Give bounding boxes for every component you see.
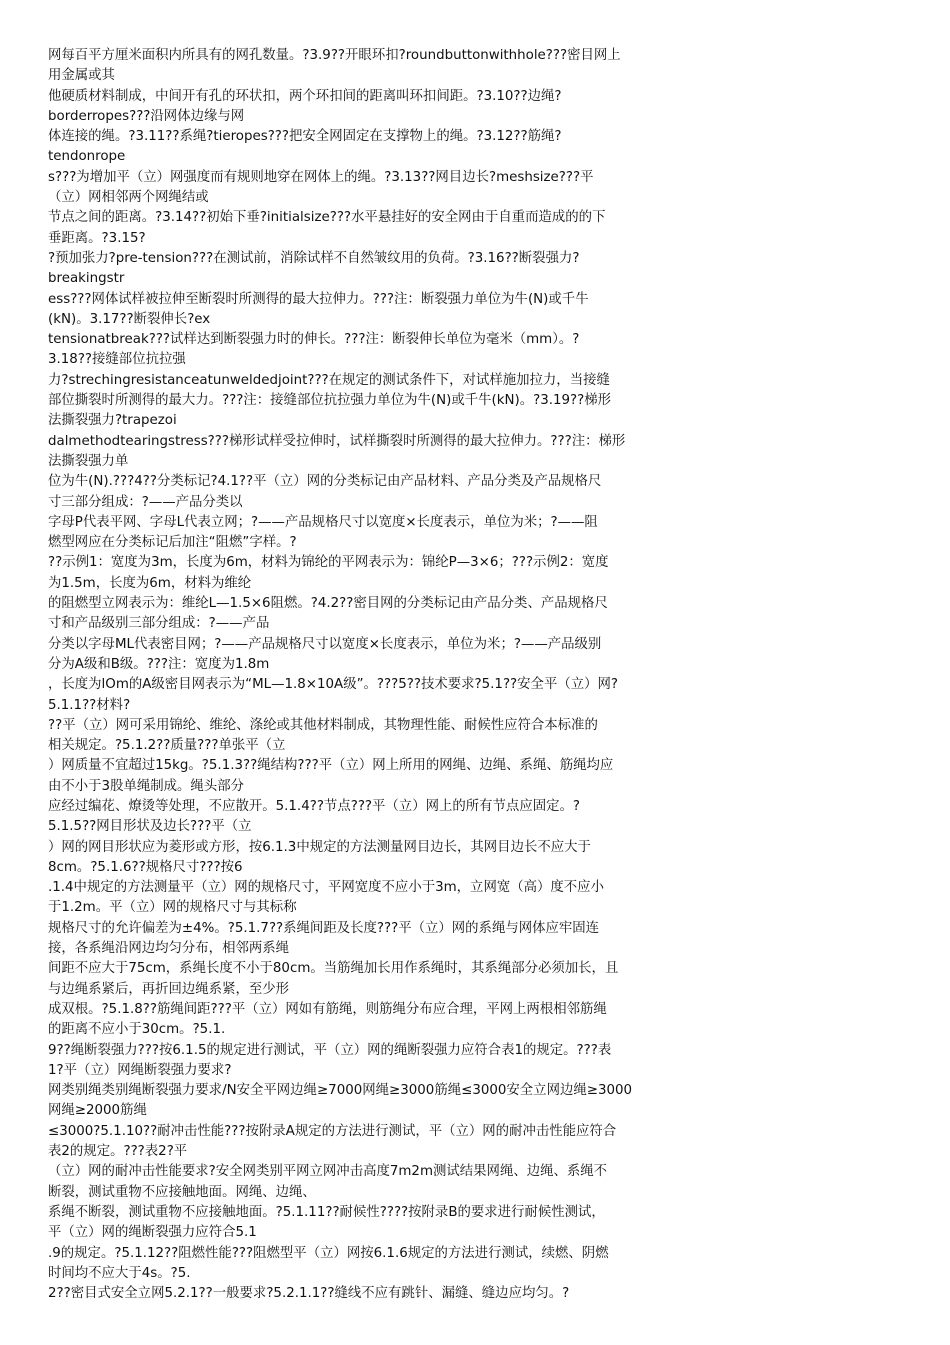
text-line: 系绳不断裂，测试重物不应接触地面。?5.1.11??耐候性????按附录B的要求进行耐候性测试，	[48, 1204, 605, 1220]
text-line: tensionatbreak???试样达到断裂强力时的伸长。???注：断裂伸长单位为毫米（mm）。?	[48, 332, 580, 348]
text-line: ≤3000?5.1.10??耐冲击性能???按附录A规定的方法进行测试，平（立）网的耐冲击性能应符合	[48, 1123, 617, 1139]
text-line: 与边绳系紧后，再折回边绳系紧，至少形	[48, 981, 290, 997]
document-body	[48, 46, 698, 1304]
text-line: 寸和产品级别三部分组成：?——产品	[48, 616, 270, 632]
text-line: 节点之间的距离。?3.14??初始下垂?initialsize???水平悬挂好的安全网由于自重而造成的的下	[48, 210, 606, 226]
text-line: (kN)。3.17??断裂伸长?ex	[48, 311, 211, 327]
text-line: 寸三部分组成：?——产品分类以	[48, 494, 243, 510]
text-line: 体连接的绳。?3.11??系绳?tieropes???把安全网固定在支撑物上的绳。?3.12??筋绳?	[48, 129, 562, 145]
text-line: 接，各系绳沿网边均匀分布，相邻两系绳	[48, 941, 290, 957]
text-line: ?预加张力?pre-tension???在测试前，消除试样不自然皱纹用的负荷。?3.16??断裂强力?	[48, 250, 580, 266]
text-line: dalmethodtearingstress???梯形试样受拉伸时，试样撕裂时所测得的最大拉伸力。???注：梯形	[48, 433, 626, 449]
text-line: 的距离不应小于30cm。?5.1.	[48, 1022, 226, 1038]
text-line: 5.1.5??网目形状及边长???平（立	[48, 819, 252, 835]
text-line: 8cm。?5.1.6??规格尺寸???按6	[48, 859, 243, 875]
text-line: 网类别绳类别绳断裂强力要求/N安全平网边绳≥7000网绳≥3000筋绳≤3000安全立网边绳≥3000	[48, 1083, 633, 1099]
text-line: 垂距离。?3.15?	[48, 230, 146, 246]
text-line: tendonrope	[48, 149, 126, 165]
text-line: ，长度为lOm的A级密目网表示为“ML—1.8×10A级”。???5??技术要求?5.1??安全平（立）网?	[48, 677, 619, 693]
text-line: ）网的网目形状应为菱形或方形，按6.1.3中规定的方法测量网目边长，其网目边长不应大于	[48, 839, 591, 855]
text-line: 为1.5m，长度为6m，材料为维纶	[48, 575, 252, 591]
text-line: （立）网相邻两个网绳结或	[48, 190, 209, 206]
text-line: 相关规定。?5.1.2??质量???单张平（立	[48, 738, 286, 754]
text-line: s???为增加平（立）网强度而有规则地穿在网体上的绳。?3.13??网目边长?meshsize???平	[48, 169, 594, 185]
text-line: .9的规定。?5.1.12??阻燃性能???阻燃型平（立）网按6.1.6规定的方法进行测试，续燃、阴燃	[48, 1245, 609, 1261]
text-line: 3.18??接缝部位抗拉强	[48, 352, 186, 368]
text-line: 用金属或其	[48, 68, 115, 84]
text-line: 表2的规定。???表2?平	[48, 1144, 188, 1160]
text-line: 断裂，测试重物不应接触地面。网绳、边绳、	[48, 1184, 316, 1200]
text-line: 法撕裂强力?trapezoi	[48, 413, 177, 429]
text-line: ess???网体试样被拉伸至断裂时所测得的最大拉伸力。???注：断裂强力单位为牛(N)或千牛	[48, 291, 589, 307]
text-line: 法撕裂强力单	[48, 453, 129, 469]
text-line: 平（立）网的绳断裂强力应符合5.1	[48, 1225, 257, 1241]
text-line: 网每百平方厘米面积内所具有的网孔数量。?3.9??开眼环扣?roundbuttonwithhole???密目网上	[48, 48, 621, 63]
text-line: 燃型网应在分类标记后加注“阻燃”字样。?	[48, 535, 297, 551]
text-line: .1.4中规定的方法测量平（立）网的规格尺寸，平网宽度不应小于3m，立网宽（高）度不应小	[48, 880, 604, 896]
text-line: 规格尺寸的允许偏差为±4%。?5.1.7??系绳间距及长度???平（立）网的系绳与网体应牢固连	[48, 920, 600, 936]
text-line: 1?平（立）网绳断裂强力要求?	[48, 1062, 232, 1078]
text-line: 应经过编花、燎烫等处理，不应散开。5.1.4??节点???平（立）网上的所有节点应固定。?	[48, 798, 580, 814]
text-line: 间距不应大于75cm，系绳长度不小于80cm。当筋绳加长用作系绳时，其系绳部分必须加长，且	[48, 961, 619, 977]
text-line: 字母P代表平网、字母L代表立网；?——产品规格尺寸以宽度×长度表示，单位为米；?——阻	[48, 514, 598, 530]
text-line: 分为A级和B级。???注：宽度为1.8m	[48, 656, 270, 672]
text-line: ）网质量不宜超过15kg。?5.1.3??绳结构???平（立）网上所用的网绳、边绳、系绳、筋绳均应	[48, 758, 614, 774]
text-line: ??示例1：宽度为3m，长度为6m，材料为锦纶的平网表示为：锦纶P—3×6；???示例2：宽度	[48, 555, 609, 571]
text-line: 他硬质材料制成，中间开有孔的环状扣，两个环扣间的距离叫环扣间距。?3.10??边绳?	[48, 88, 562, 104]
text-line: 成双根。?5.1.8??筋绳间距???平（立）网如有筋绳，则筋绳分布应合理，平网上两根相邻筋绳	[48, 1001, 607, 1017]
text-line: 时间均不应大于4s。?5.	[48, 1265, 191, 1281]
text-line: 力?strechingresistanceatunweldedjoint???在规定的测试条件下，对试样施加拉力，当接缝	[48, 372, 610, 388]
text-line: borderropes???沿网体边缘与网	[48, 108, 245, 124]
text-line: breakingstr	[48, 271, 125, 287]
text-line: 的阻燃型立网表示为：维纶L—1.5×6阻燃。?4.2??密目网的分类标记由产品分类、产品规格尺	[48, 596, 608, 612]
text-line: 部位撕裂时所测得的最大力。???注：接缝部位抗拉强力单位为牛(N)或千牛(kN)。?3.19??梯形	[48, 393, 612, 409]
text-line: 于1.2m。平（立）网的规格尺寸与其标称	[48, 900, 297, 916]
text-line: 2??密目式安全立网5.2.1??一般要求?5.2.1.1??缝线不应有跳针、漏缝、缝边应均匀。?	[48, 1286, 570, 1302]
text-line: 9??绳断裂强力???按6.1.5的规定进行测试，平（立）网的绳断裂强力应符合表1的规定。???表	[48, 1042, 612, 1058]
text-line: 分类以字母ML代表密目网；?——产品规格尺寸以宽度×长度表示，单位为米；?——产品级别	[48, 636, 602, 652]
text-line: 5.1.1??材料?	[48, 697, 131, 713]
text-line: ??平（立）网可采用锦纶、维纶、涤纶或其他材料制成，其物理性能、耐候性应符合本标准的	[48, 717, 598, 733]
text-line: 网绳≥2000筋绳	[48, 1103, 147, 1119]
text-line: （立）网的耐冲击性能要求?安全网类别平网立网冲击高度7m2m测试结果网绳、边绳、系绳不	[48, 1164, 608, 1180]
text-line: 位为牛(N).???4??分类标记?4.1??平（立）网的分类标记由产品材料、产品分类及产品规格尺	[48, 474, 602, 490]
text-line: 由不小于3股单绳制成。绳头部分	[48, 778, 244, 794]
